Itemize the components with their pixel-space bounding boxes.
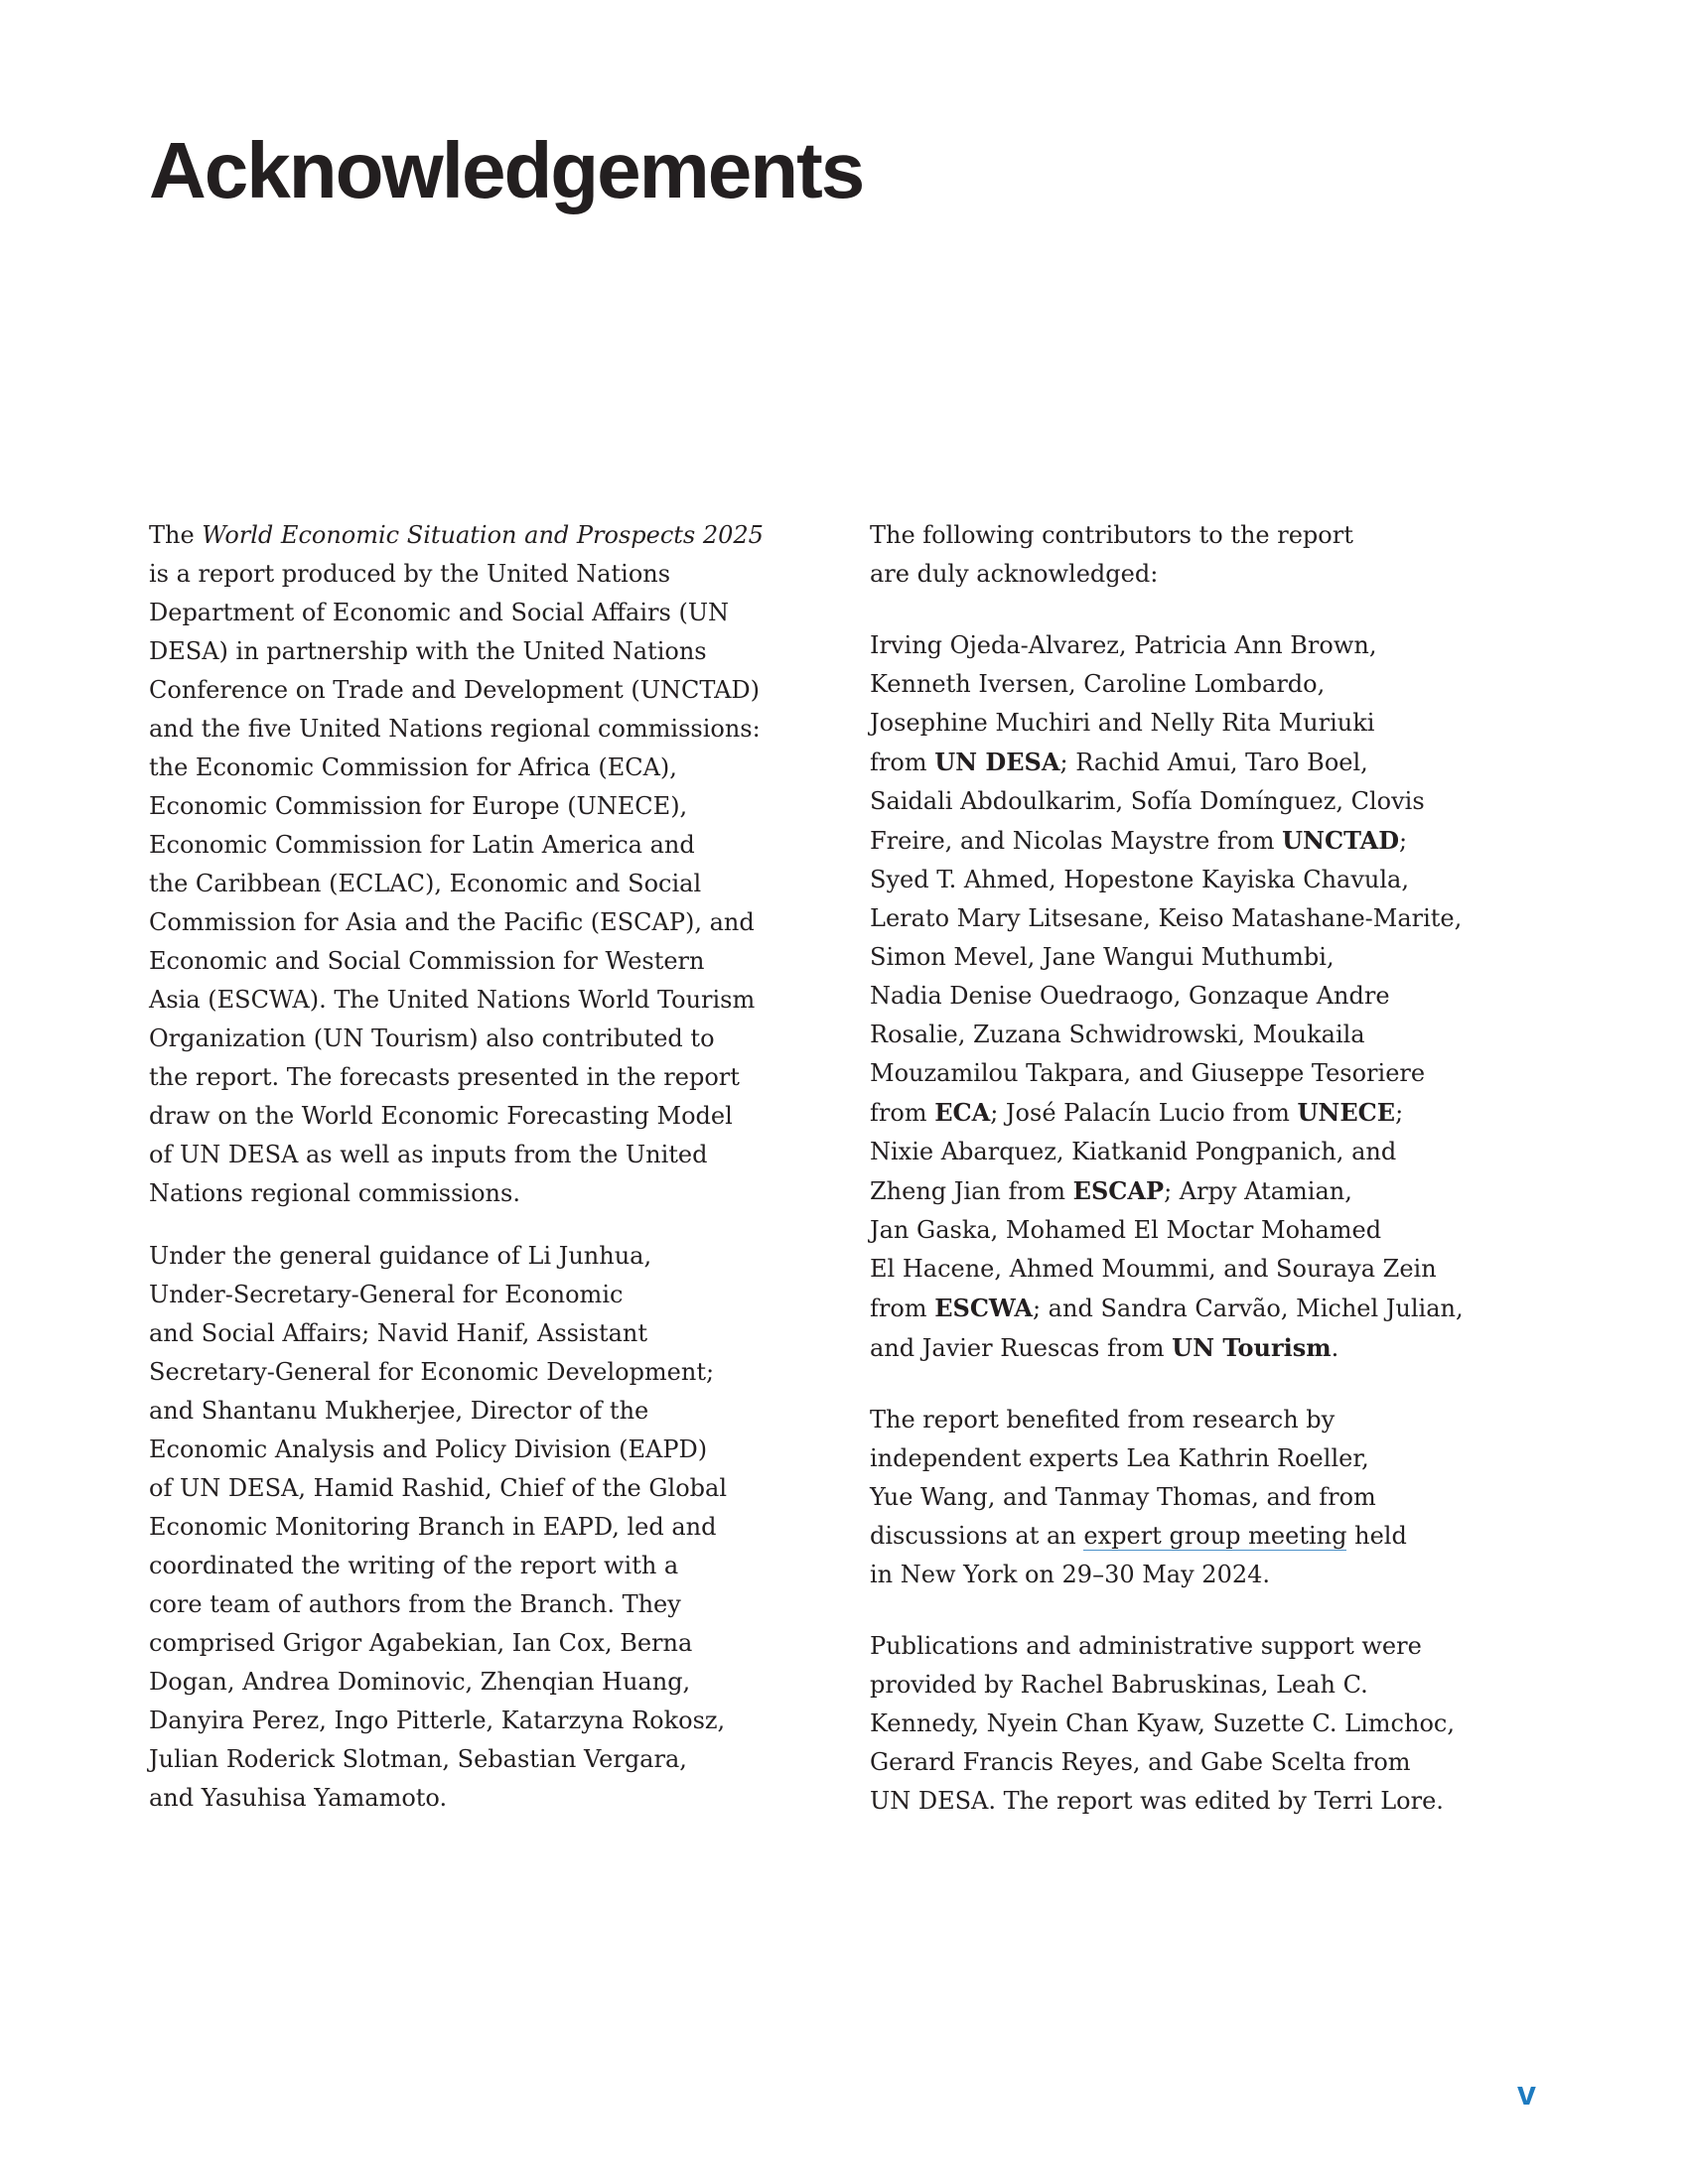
guidance-paragraph	[149, 1237, 824, 1818]
text-line	[870, 821, 1545, 861]
text-fragment: The	[149, 521, 203, 549]
text-line: DESA) in partnership with the United Nations	[149, 637, 707, 665]
text-line: Simon Mevel, Jane Wangui Muthumbi,	[870, 943, 1335, 971]
text-line: of UN DESA as well as inputs from the United	[149, 1141, 708, 1168]
organization-name: ECA	[934, 1098, 991, 1127]
text-line: Economic Commission for Latin America and	[149, 831, 695, 859]
text-line: Kennedy, Nyein Chan Kyaw, Suzette C. Limchoc,	[870, 1709, 1455, 1737]
text-fragment: ; Rachid Amui, Taro Boel,	[1059, 749, 1368, 776]
text-line: Secretary-General for Economic Development;	[149, 1358, 715, 1386]
text-fragment: held	[1346, 1522, 1407, 1550]
organization-name: ESCWA	[934, 1294, 1033, 1322]
text-line: the Economic Commission for Africa (ECA),	[149, 753, 677, 781]
text-line: and Social Affairs; Navid Hanif, Assistant	[149, 1319, 648, 1347]
text-line: Mouzamilou Takpara, and Giuseppe Tesoriere	[870, 1059, 1426, 1087]
text-line: Jan Gaska, Mohamed El Moctar Mohamed	[870, 1216, 1382, 1244]
left-column	[149, 516, 824, 1842]
text-line	[870, 1289, 1545, 1328]
text-line: Conference on Trade and Development (UNCTAD)	[149, 676, 761, 704]
text-fragment: discussions at an	[870, 1522, 1084, 1550]
text-fragment: .	[1331, 1334, 1339, 1362]
text-fragment: ; José Palacín Lucio from	[990, 1099, 1298, 1127]
text-fragment: Zheng Jian from	[870, 1177, 1073, 1205]
text-fragment: from	[870, 1099, 935, 1127]
text-line: Nations regional commissions.	[149, 1179, 520, 1207]
text-line: Danyira Perez, Ingo Pitterle, Katarzyna Rokosz,	[149, 1706, 726, 1734]
text-line: The report benefited from research by	[870, 1406, 1336, 1433]
text-line	[870, 1328, 1545, 1368]
text-fragment: ;	[1395, 1099, 1404, 1127]
publication-title: World Economic Situation and Prospects 2025	[202, 521, 764, 549]
text-line: The following contributors to the report	[870, 521, 1353, 549]
expert-group-meeting-link[interactable]: expert group meeting	[1083, 1522, 1347, 1550]
text-line: Economic Analysis and Policy Division (EAPD)	[149, 1435, 708, 1463]
contributors-intro-paragraph	[870, 516, 1545, 594]
text-fragment: ; Arpy Atamian,	[1164, 1177, 1352, 1205]
text-line: Under the general guidance of Li Junhua,	[149, 1242, 652, 1270]
text-line	[870, 1093, 1545, 1133]
text-line: is a report produced by the United Nations	[149, 560, 671, 588]
text-line: draw on the World Economic Forecasting Model	[149, 1102, 733, 1130]
text-line: Economic Commission for Europe (UNECE),	[149, 792, 688, 820]
research-paragraph	[870, 1401, 1545, 1594]
text-line: Yue Wang, and Tanmay Thomas, and from	[870, 1483, 1376, 1511]
organization-name: UNECE	[1297, 1098, 1396, 1127]
text-fragment: from	[870, 749, 935, 776]
text-line	[870, 743, 1545, 782]
text-line: Julian Roderick Slotman, Sebastian Vergara,	[149, 1745, 687, 1773]
text-line: Gerard Francis Reyes, and Gabe Scelta from	[870, 1748, 1411, 1776]
organization-name: UN Tourism	[1172, 1333, 1332, 1362]
text-line: Organization (UN Tourism) also contributed to	[149, 1024, 715, 1052]
text-line: and Shantanu Mukherjee, Director of the	[149, 1397, 649, 1425]
text-line: Kenneth Iversen, Caroline Lombardo,	[870, 670, 1326, 698]
text-line: are duly acknowledged:	[870, 560, 1159, 588]
text-line: Nadia Denise Ouedraogo, Gonzaque Andre	[870, 982, 1390, 1010]
page-number: v	[1517, 2075, 1536, 2113]
text-line: of UN DESA, Hamid Rashid, Chief of the Global	[149, 1474, 728, 1502]
intro-paragraph	[149, 516, 824, 1213]
text-line: core team of authors from the Branch. They	[149, 1590, 681, 1618]
text-line: Dogan, Andrea Dominovic, Zhenqian Huang,	[149, 1668, 691, 1696]
text-line: Economic Monitoring Branch in EAPD, led and	[149, 1513, 717, 1541]
contributors-paragraph	[870, 626, 1545, 1368]
text-line: Department of Economic and Social Affairs (UN	[149, 599, 730, 626]
text-line: independent experts Lea Kathrin Roeller,	[870, 1444, 1369, 1472]
text-line: Saidali Abdoulkarim, Sofía Domínguez, Clovis	[870, 787, 1425, 815]
text-line: UN DESA. The report was edited by Terri Lore.	[870, 1787, 1444, 1815]
text-line: and Yasuhisa Yamamoto.	[149, 1784, 448, 1812]
text-line: Irving Ojeda-Alvarez, Patricia Ann Brown,	[870, 631, 1377, 659]
text-line	[870, 1517, 1545, 1556]
text-line	[149, 516, 824, 555]
text-line: Asia (ESCWA). The United Nations World Tourism	[149, 986, 756, 1014]
text-line: Lerato Mary Litsesane, Keiso Matashane-Marite,	[870, 904, 1463, 932]
organization-name: ESCAP	[1072, 1176, 1165, 1205]
text-fragment: ; and Sandra Carvão, Michel Julian,	[1032, 1295, 1464, 1322]
text-fragment: from	[870, 1295, 935, 1322]
text-line: coordinated the writing of the report with a	[149, 1552, 679, 1579]
text-line: Josephine Muchiri and Nelly Rita Muriuki	[870, 709, 1375, 737]
text-line: Commission for Asia and the Pacific (ESCAP), and	[149, 908, 755, 936]
text-line: Rosalie, Zuzana Schwidrowski, Moukaila	[870, 1021, 1365, 1048]
text-line: provided by Rachel Babruskinas, Leah C.	[870, 1671, 1368, 1699]
text-line: Economic and Social Commission for Western	[149, 947, 705, 975]
text-line: in New York on 29–30 May 2024.	[870, 1561, 1271, 1588]
text-fragment: ;	[1399, 827, 1408, 855]
organization-name: UNCTAD	[1282, 826, 1400, 855]
text-line: Publications and administrative support were	[870, 1632, 1422, 1660]
text-line: El Hacene, Ahmed Moummi, and Souraya Zein	[870, 1255, 1437, 1283]
publications-paragraph	[870, 1627, 1545, 1821]
text-line	[870, 1171, 1545, 1211]
page-title: Acknowledgements	[149, 126, 864, 214]
text-line: Under-Secretary-General for Economic	[149, 1281, 624, 1308]
text-line: and the five United Nations regional commissions:	[149, 715, 761, 743]
right-column	[870, 516, 1545, 1853]
text-line: Syed T. Ahmed, Hopestone Kayiska Chavula,	[870, 866, 1409, 893]
text-fragment: Freire, and Nicolas Maystre from	[870, 827, 1283, 855]
text-line: the Caribbean (ECLAC), Economic and Social	[149, 870, 702, 897]
text-line: comprised Grigor Agabekian, Ian Cox, Berna	[149, 1629, 693, 1657]
text-fragment: and Javier Ruescas from	[870, 1334, 1173, 1362]
text-line: Nixie Abarquez, Kiatkanid Pongpanich, and	[870, 1138, 1397, 1165]
organization-name: UN DESA	[934, 748, 1060, 776]
text-line: the report. The forecasts presented in the report	[149, 1063, 740, 1091]
